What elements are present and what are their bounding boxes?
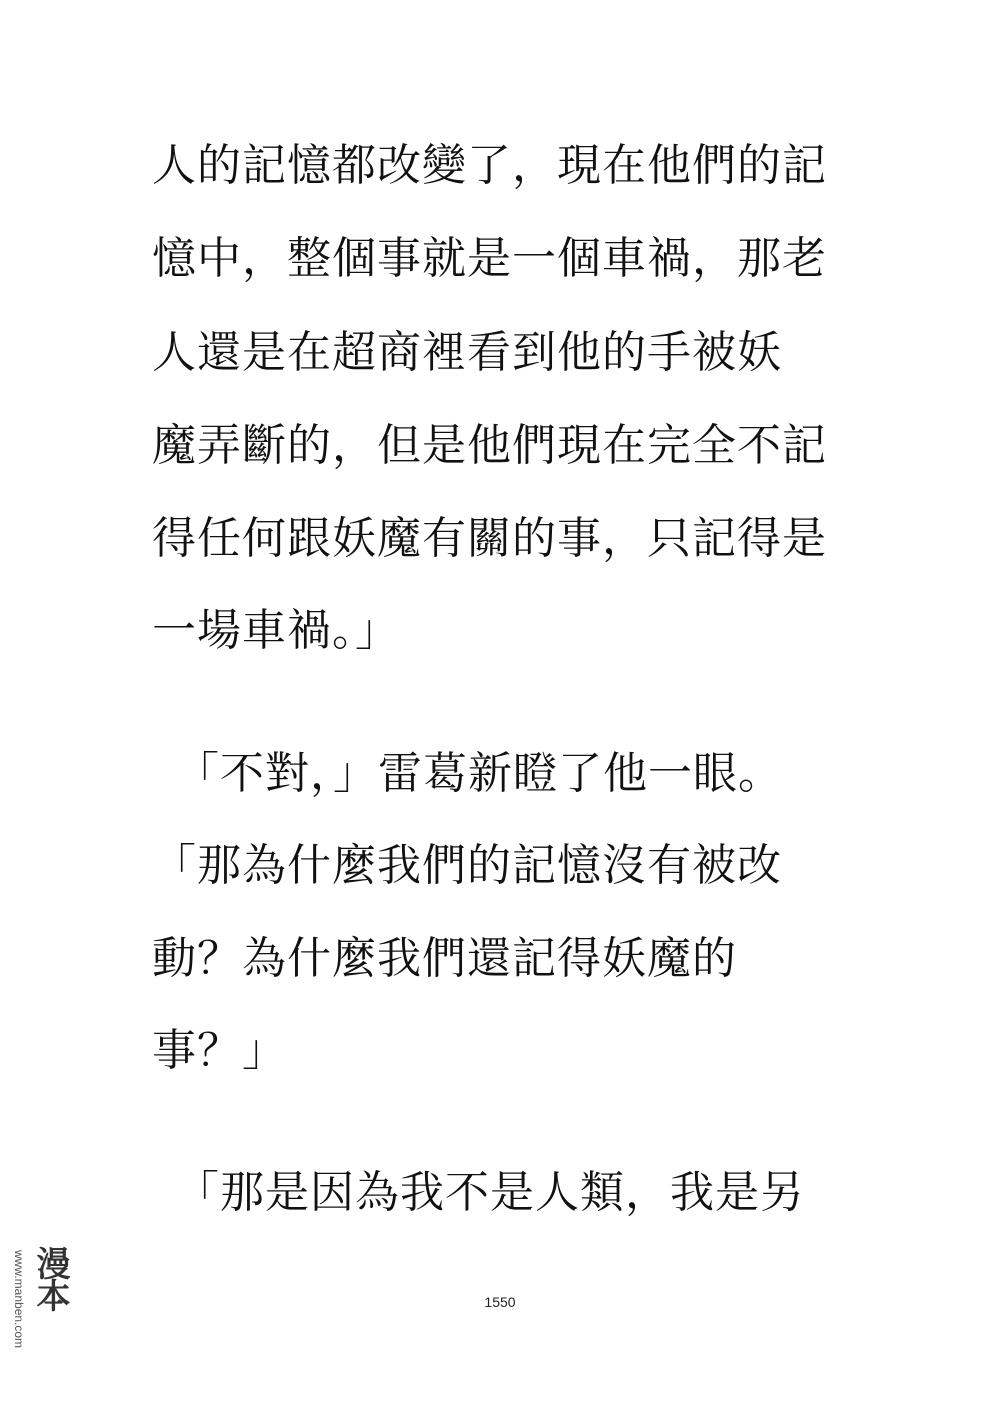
text-line: 一場車禍。」: [152, 605, 400, 656]
text-line: 「那是因為我不是人類，我是另: [152, 1167, 805, 1218]
text-line: 事？」: [152, 1025, 287, 1076]
watermark-logo-text: 漫本: [30, 1246, 70, 1310]
text-line: 魔弄斷的，但是他們現在完全不記: [152, 420, 827, 471]
text-line: 「那為什麼我們的記憶沒有被改: [152, 840, 782, 891]
text-line: 得任何跟妖魔有關的事，只記得是: [152, 513, 827, 564]
page-number: 1550: [484, 1294, 516, 1310]
watermark-logo: [6, 1240, 70, 1410]
watermark-url: www.manben.com: [12, 1250, 26, 1349]
text-line: 憶中，整個事就是一個車禍，那老: [152, 233, 827, 284]
text-line: 「不對，」雷葛新瞪了他一眼。: [152, 748, 783, 799]
text-line: 動？為什麼我們還記得妖魔的: [152, 933, 737, 984]
text-line: 人的記憶都改變了，現在他們的記: [152, 140, 827, 191]
text-line: 人還是在超商裡看到他的手被妖: [152, 327, 782, 378]
